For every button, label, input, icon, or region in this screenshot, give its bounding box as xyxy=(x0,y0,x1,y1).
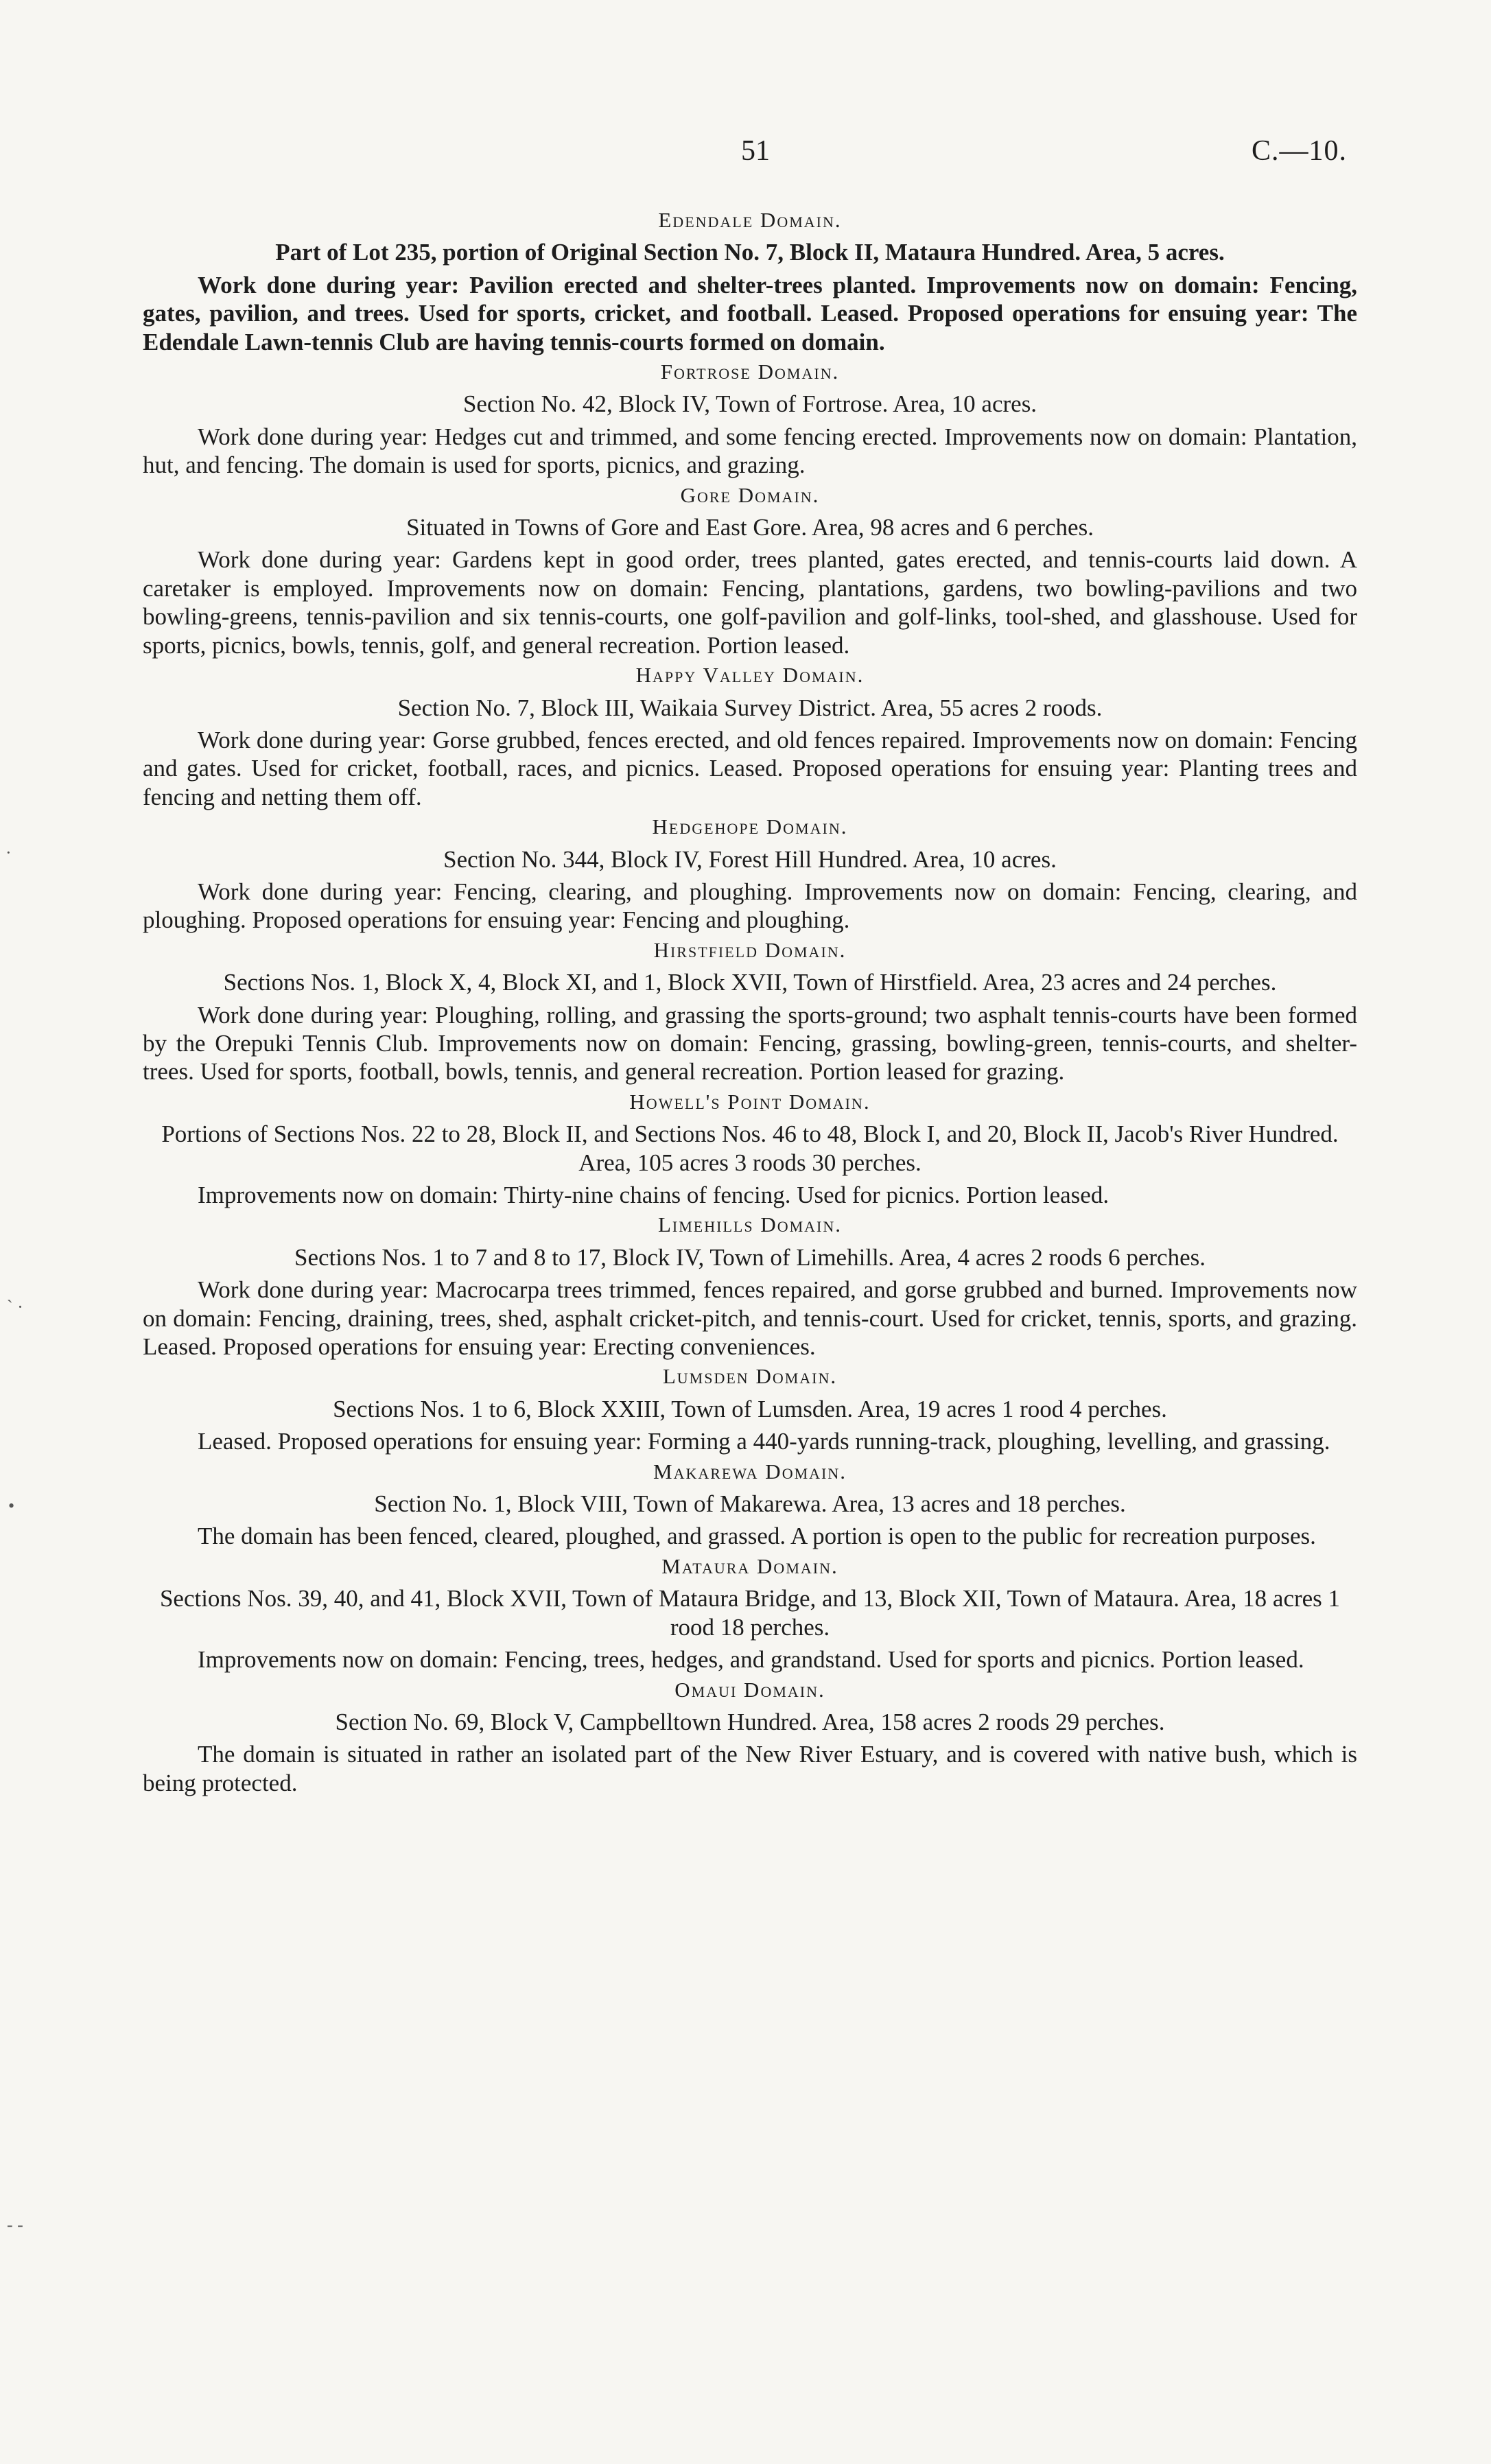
section-location: Section No. 69, Block V, Campbelltown Hundred. Area, 158 acres 2 roods 29 perches. xyxy=(335,1708,1165,1735)
page-header xyxy=(0,134,1491,176)
section-title: Hirstfield Domain. xyxy=(653,937,847,962)
section-title: Howell's Point Domain. xyxy=(629,1089,871,1114)
domain-section xyxy=(143,1088,1357,1210)
section-paragraph: Work done during year: Macrocarpa trees trimmed, fences repaired, and gorse grubbed and burned. Improvements now on domain: Fencing, draining, trees, shed, asphalt cricket-pitch, and tennis-court. Used for cricket, tennis, sports, and grazing. Leased. Proposed operations for ensuing year: Erecting conveniences. xyxy=(143,1276,1357,1361)
scan-mark: · xyxy=(5,843,12,863)
section-location: Sections Nos. 39, 40, and 41, Block XVII, Town of Mataura Bridge, and 13, Block XII, Town of Mataura. Area, 18 acres 1 rood 18 perches. xyxy=(159,1585,1341,1641)
section-location: Portions of Sections Nos. 22 to 28, Block II, and Sections Nos. 46 to 48, Block I, and 20, Block II, Jacob's River Hundred. Area, 105 acres 3 roods 30 perches. xyxy=(161,1120,1339,1176)
section-paragraph: Work done during year: Pavilion erected and shelter-trees planted. Improvements now on domain: Fencing, gates, pavilion, and trees. Used for sports, cricket, and football. Leased. Proposed operations for ensuing year: The Edendale Lawn-tennis Club are having tennis-courts formed on domain. xyxy=(143,271,1357,355)
section-location: Section No. 344, Block IV, Forest Hill Hundred. Area, 10 acres. xyxy=(443,845,1057,873)
section-paragraph: Improvements now on domain: Thirty-nine chains of fencing. Used for picnics. Portion leased. xyxy=(198,1182,1110,1208)
domain-section xyxy=(143,936,1357,1086)
section-location: Sections Nos. 1, Block X, 4, Block XI, and 1, Block XVII, Town of Hirstfield. Area, 23 acres and 24 perches. xyxy=(223,969,1277,996)
section-paragraph: The domain is situated in rather an isolated part of the New River Estuary, and is covered with native bush, which is being protected. xyxy=(143,1741,1357,1796)
section-paragraph: Improvements now on domain: Fencing, trees, hedges, and grandstand. Used for sports and picnics. Portion leased. xyxy=(198,1646,1304,1674)
section-location: Part of Lot 235, portion of Original Section No. 7, Block II, Mataura Hundred. Area, 5 acres. xyxy=(275,239,1225,266)
domain-list xyxy=(143,206,1357,1798)
section-title: Fortrose Domain. xyxy=(660,360,840,384)
section-paragraph: Work done during year: Ploughing, rolling, and grassing the sports-ground; two asphalt tennis-courts have been formed by the Orepuki Tennis Club. Improvements now on domain: Fencing, grassing, bowling-green, tennis-courts, and shelter-trees. Used for sports, football, bowls, tennis, and general recreation. Portion leased for grazing. xyxy=(143,1001,1357,1086)
domain-section xyxy=(143,1457,1357,1551)
domain-section xyxy=(143,661,1357,811)
domain-section xyxy=(143,357,1357,480)
domain-section xyxy=(143,1210,1357,1361)
domain-section xyxy=(143,1676,1357,1798)
scan-mark: • xyxy=(8,1496,15,1516)
section-paragraph: Work done during year: Hedges cut and trimmed, and some fencing erected. Improvements now on domain: Plantation, hut, and fencing. The domain is used for sports, picnics, and grazing. xyxy=(143,423,1357,479)
domain-section xyxy=(143,812,1357,935)
section-title: Makarewa Domain. xyxy=(653,1459,847,1483)
domain-section xyxy=(143,1362,1357,1455)
page-number: 51 xyxy=(741,135,770,167)
section-paragraph: Work done during year: Gardens kept in good order, trees planted, gates erected, and tennis-courts laid down. A caretaker is employed. Improvements now on domain: Fencing, plantations, gardens, two bowling-pavilions and two bowling-greens, tennis-pavilion and six tennis-courts, one golf-pavilion and golf-links, tool-shed, and glasshouse. Used for sports, picnics, bowls, tennis, golf, and general recreation. Portion leased. xyxy=(143,546,1357,659)
document-reference: C.—10. xyxy=(1251,135,1347,167)
section-location: Section No. 1, Block VIII, Town of Makarewa. Area, 13 acres and 18 perches. xyxy=(374,1490,1126,1518)
domain-section xyxy=(143,1552,1357,1674)
scan-mark: ˋ · xyxy=(7,1297,23,1317)
section-title: Limehills Domain. xyxy=(657,1212,843,1237)
section-title: Gore Domain. xyxy=(680,482,820,507)
section-title: Lumsden Domain. xyxy=(662,1364,838,1389)
section-title: Omaui Domain. xyxy=(674,1677,825,1702)
domain-section xyxy=(143,481,1357,659)
scan-mark: - - xyxy=(7,2215,23,2235)
section-paragraph: Work done during year: Fencing, clearing, and ploughing. Improvements now on domain: Fencing, clearing, and ploughing. Proposed operations for ensuing year: Fencing and ploughing. xyxy=(143,878,1357,934)
section-location: Section No. 7, Block III, Waikaia Survey District. Area, 55 acres 2 roods. xyxy=(397,694,1103,721)
section-location: Situated in Towns of Gore and East Gore. Area, 98 acres and 6 perches. xyxy=(406,514,1094,541)
section-location: Sections Nos. 1 to 7 and 8 to 17, Block IV, Town of Limehills. Area, 4 acres 2 roods 6 perches. xyxy=(294,1243,1206,1271)
section-paragraph: Work done during year: Gorse grubbed, fences erected, and old fences repaired. Improvements now on domain: Fencing and gates. Used for cricket, football, races, and picnics. Leased. Proposed operations for ensuing year: Planting trees and fencing and netting them off. xyxy=(143,726,1357,810)
section-title: Mataura Domain. xyxy=(661,1553,838,1578)
section-title: Happy Valley Domain. xyxy=(635,663,865,688)
section-paragraph: The domain has been fenced, cleared, ploughed, and grassed. A portion is open to the public for recreation purposes. xyxy=(198,1523,1316,1550)
section-title: Hedgehope Domain. xyxy=(652,814,848,839)
section-title: Edendale Domain. xyxy=(658,208,842,232)
domain-section xyxy=(143,206,1357,356)
section-paragraph: Leased. Proposed operations for ensuing year: Forming a 440-yards running-track, ploughing, levelling, and grassing. xyxy=(198,1428,1330,1455)
section-location: Sections Nos. 1 to 6, Block XXIII, Town of Lumsden. Area, 19 acres 1 rood 4 perches. xyxy=(333,1395,1167,1422)
section-location: Section No. 42, Block IV, Town of Fortrose. Area, 10 acres. xyxy=(462,390,1037,418)
